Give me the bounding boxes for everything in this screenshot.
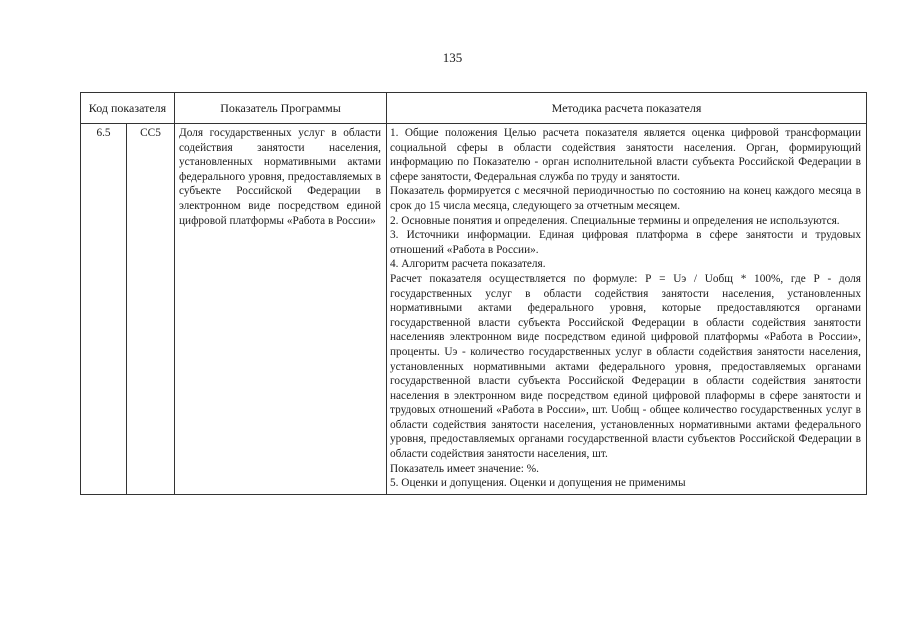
- indicator-code-label: СС5: [127, 124, 175, 495]
- indicator-code-number: 6.5: [81, 124, 127, 495]
- indicator-name: Доля государственных услуг в области содействия занятости населения, установленных нормативными актами федерального уровня, предоставляемых в субъекте Российской Федерации в электронном виде посредством единой цифровой платформы «Работа в России»: [175, 124, 387, 495]
- method-paragraph: 2. Основные понятия и определения. Специальные термины и определения не используются.: [390, 214, 840, 227]
- method-paragraph: Показатель имеет значение: %.: [390, 462, 539, 475]
- method-paragraph: 5. Оценки и допущения. Оценки и допущения не применимы: [390, 477, 686, 490]
- method-paragraph: Расчет показателя осуществляется по формуле: Р = Uэ / Uобщ * 100%, где Р - доля государственных услуг в области содействия занятости населения, установленных нормативными актами федерального уровня, которые предоставляются органами государственной власти субъекта Российской Федерации в области содействия занятости населенияв электронном виде посредством единой цифровой платформы «Работа в России», проценты. Uэ - количество государственных услуг в области содействия занятости населения, установленных нормативными актами федерального уровня, предоставляемых органами государственной власти субъекта Российской Федерации в области содействия занятости населения в электронном виде посредством единой цифровой плаформы в сфере занятости и трудовых отношений «Работа в России», шт. Uобщ - общее количество государственных услуг в области содействия занятости населения, установленных нормативными актами федерального уровня, предоставляемых органами государственной власти субъектов Российской Федерации в области содействия занятости населения, шт.: [390, 272, 861, 461]
- table-row: [81, 124, 867, 495]
- header-method: Методика расчета показателя: [387, 93, 867, 124]
- indicator-table: [80, 92, 867, 495]
- method-paragraph: 3. Источники информации. Единая цифровая платформа в сфере занятости и трудовых отношений «Работа в России».: [390, 229, 861, 256]
- method-paragraph: 1. Общие положения Целью расчета показателя является оценка цифровой трансформации социальной сферы в области содействия занятости населения. Орган, формирующий информацию по Показателю - орган исполнительной власти субъекта Российской Федерации в сфере занятости, Федеральная служба по труду и занятости.: [390, 127, 861, 183]
- method-paragraph: Показатель формируется с месячной периодичностью по состоянию на конец каждого месяца в срок до 15 числа месяца, следующего за отчетным месяцем.: [390, 185, 861, 212]
- page-number: 135: [442, 50, 463, 65]
- calculation-method: [387, 124, 867, 495]
- table-header-row: [81, 93, 867, 124]
- method-paragraph: 4. Алгоритм расчета показателя.: [390, 258, 546, 271]
- header-code: Код показателя: [81, 93, 175, 124]
- header-indicator: Показатель Программы: [175, 93, 387, 124]
